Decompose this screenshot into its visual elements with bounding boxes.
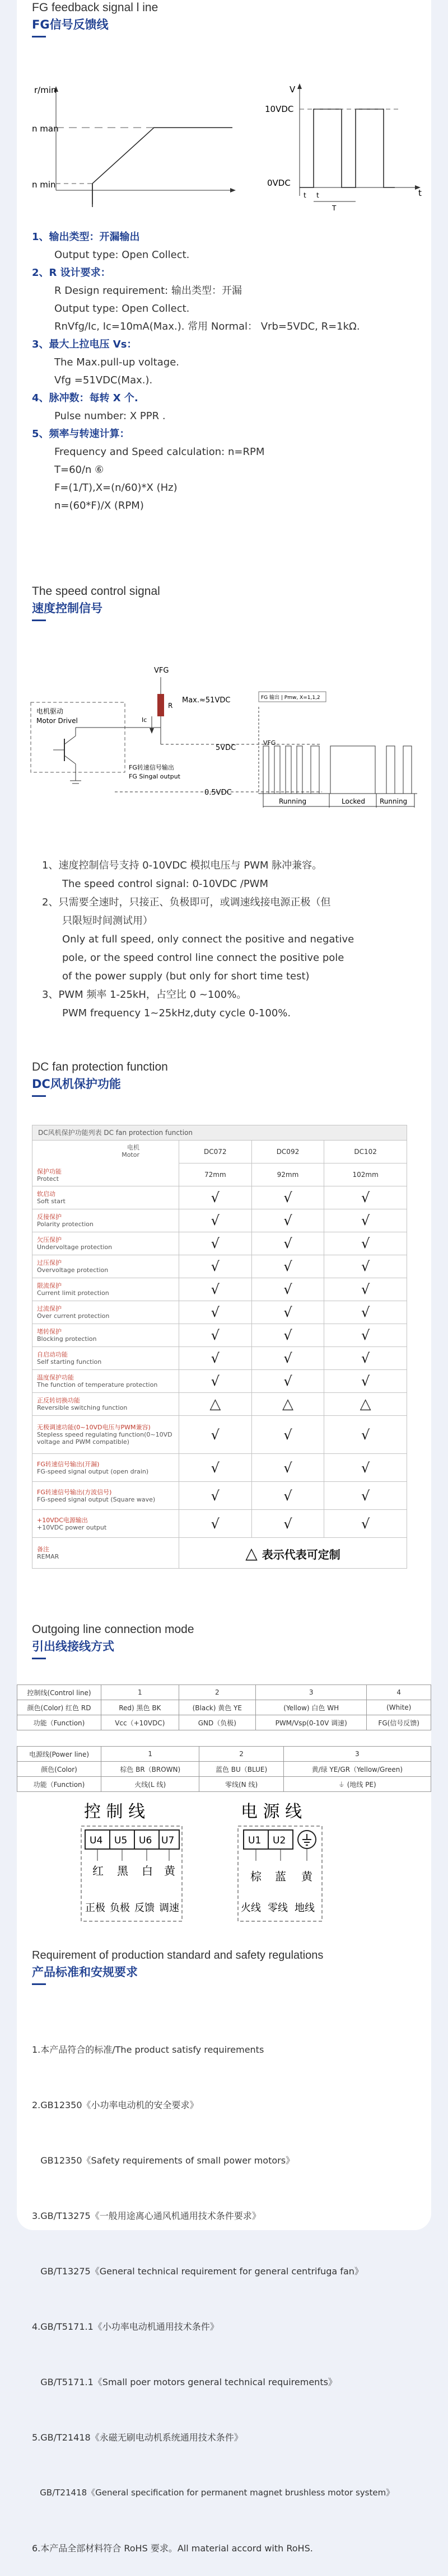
fg-item-line: RnVfg/Ic, Ic=10mA(Max.). 常用 Normal： Vrb=5VDC, R=1kΩ. — [54, 321, 360, 332]
fg-mark-T: T — [332, 204, 337, 212]
fg-output-en: FG Singal output — [129, 773, 180, 780]
model-cell: DC072 — [179, 1141, 252, 1163]
row-zh: 堵转保护 — [37, 1328, 62, 1335]
power-color: 黄 — [301, 1870, 312, 1883]
row-zh: FG转速信号输出(方波信号) — [37, 1488, 112, 1496]
motor-label-en: Motor — [122, 1151, 139, 1158]
check-cell: √ — [251, 1278, 324, 1301]
requirement-line: 4.GB/T5171.1《小功率电动机通用技术条件》 — [32, 2321, 219, 2332]
check-cell: √ — [251, 1324, 324, 1347]
check-cell: √ — [179, 1232, 252, 1255]
check-cell: √ — [324, 1255, 407, 1278]
table-row — [32, 1301, 407, 1324]
fg-item-line: T=60/n ⑥ — [54, 464, 104, 476]
table-cell: 4 — [367, 1685, 431, 1700]
row-en: FG-speed signal output (open drain) — [37, 1467, 149, 1475]
power-pin: U1 — [248, 1835, 262, 1846]
speed-max-label: Max.≈51VDC — [182, 696, 231, 705]
fg-header — [32, 1, 158, 37]
row-en: Undervoltage protection — [37, 1244, 113, 1251]
fg-level-nman: n man — [32, 124, 59, 134]
check-cell: √ — [324, 1454, 407, 1482]
wave-label-locked: Locked — [342, 797, 365, 805]
note-zh: 备注 — [37, 1546, 49, 1553]
row-en: The function of temperature protection — [37, 1381, 158, 1388]
fg-item-head: 3、最大上拉电压 Vs： — [32, 339, 137, 350]
requirement-line: 6.本产品全部材料符合 RoHS 要求。All material accord with RoHS. — [32, 2543, 313, 2554]
table-row — [32, 1209, 407, 1232]
fg-left-yaxis: r/min — [34, 85, 57, 95]
fg-item — [32, 228, 424, 264]
requirement-line: 5.GB/T21418《永磁无刷电动机系统通用技术条件》 — [32, 2432, 243, 2443]
speed-list — [42, 856, 423, 1022]
control-func: 调速 — [159, 1902, 179, 1914]
check-cell: √ — [324, 1347, 407, 1370]
row-zh: 软启动 — [37, 1190, 55, 1198]
check-cell: √ — [251, 1482, 324, 1510]
fg-item-line: F=(1/T),X=(n/60)*X (Hz) — [54, 482, 178, 494]
speed-item-zh: 2、只需要全速时，只接正、负极即可，或调速线接电源正极（但 — [42, 897, 331, 908]
fg-output-zh: FG转速信号输出 — [129, 764, 174, 771]
protection-header — [32, 1061, 168, 1097]
speed-item-en: The speed control signal: 0-10VDC /PWM — [62, 878, 269, 890]
row-zh: 无极调速功能(0~10VD电压与PWM兼容) — [37, 1424, 151, 1431]
motor-drive-en: Motor Drivel — [36, 717, 78, 725]
table-cell: GND（负极) — [179, 1715, 255, 1730]
check-cell: √ — [179, 1209, 252, 1232]
speed-r-label: R — [168, 702, 173, 710]
requirements-title-zh: 产品标准和安规要求 — [32, 1965, 138, 1979]
requirement-line: GB12350《Safety requirements of small power motors》 — [32, 2155, 295, 2166]
power-func: 火线 — [241, 1902, 261, 1914]
power-func: 零线 — [268, 1902, 288, 1914]
check-cell: √ — [179, 1278, 252, 1301]
corner-zh: 保护功能 — [37, 1168, 62, 1175]
table-cell: 电源线(Power line) — [17, 1747, 101, 1762]
protection-table — [32, 1140, 407, 1569]
fg-item — [32, 425, 424, 515]
table-row — [32, 1482, 407, 1510]
fg-item-head: 4、脉冲数：每转 X 个. — [32, 392, 138, 404]
table-row — [32, 1141, 407, 1163]
table-row — [32, 1255, 407, 1278]
speed-item-en: 只限短时间测试用） — [62, 915, 153, 927]
requirement-line: GB/T21418《General specification for permanent magnet brushless motor system》 — [32, 2488, 395, 2498]
connector-diagram — [78, 1799, 370, 1922]
motor-drive-zh: 电机驱动 — [36, 707, 64, 715]
table-cell: 功能（Function) — [17, 1777, 101, 1792]
check-cell: √ — [324, 1232, 407, 1255]
check-cell: √ — [324, 1209, 407, 1232]
table-row — [17, 1747, 431, 1762]
wave-label-running: Running — [380, 797, 408, 805]
table-cell: 2 — [179, 1685, 255, 1700]
model-cell: DC092 — [251, 1141, 324, 1163]
speed-item-zh: 1、速度控制信号支持 0-10VDC 模拟电压与 PWM 脉冲兼容。 — [42, 860, 323, 871]
fg-item-line: Frequency and Speed calculation: n=RPM — [54, 446, 265, 458]
wave-label-running: Running — [279, 797, 307, 805]
fg-mark-t2: t — [316, 191, 319, 199]
table-row — [32, 1454, 407, 1482]
check-cell: √ — [179, 1186, 252, 1209]
fg-item-head: 1、输出类型：开漏输出 — [32, 231, 140, 243]
requirements-title-en: Requirement of production standard and safety regulations — [32, 1949, 324, 1962]
fg-title-zh: FG信号反馈线 — [32, 18, 109, 31]
fg-level-nmin: n min — [32, 180, 56, 190]
table-cell: Vcc（+10VDC) — [101, 1715, 179, 1730]
check-cell: √ — [179, 1370, 252, 1393]
motor-label-zh: 电机 — [127, 1144, 139, 1151]
table-cell: 蓝色 BU（BLUE) — [199, 1762, 283, 1777]
resistor — [157, 694, 164, 716]
title-underline — [32, 1983, 46, 1985]
title-underline — [32, 1095, 46, 1097]
fg-item-line: Pulse number: X PPR . — [54, 410, 166, 422]
table-row — [32, 1232, 407, 1255]
check-cell: √ — [251, 1416, 324, 1454]
control-color: 黑 — [117, 1864, 128, 1878]
triangle-cell: △ — [324, 1393, 407, 1416]
fg-timing-diagrams — [31, 62, 423, 213]
row-en: Current limit protection — [37, 1289, 109, 1297]
check-cell: √ — [251, 1255, 324, 1278]
row-zh: 自启动功能 — [37, 1351, 68, 1358]
title-underline — [32, 620, 46, 621]
speed-waveform — [258, 687, 420, 810]
power-color: 棕 — [250, 1870, 262, 1883]
power-line-table — [17, 1746, 431, 1792]
table-row — [32, 1186, 407, 1209]
control-pin: U4 — [90, 1835, 103, 1846]
control-line-table — [17, 1685, 431, 1730]
corner-en: Protect — [37, 1175, 59, 1183]
fg-mark-t1: t — [304, 191, 306, 199]
check-cell: √ — [324, 1510, 407, 1538]
table-cell: 3 — [283, 1747, 431, 1762]
table-cell: 颜色(Color) 红色 RD — [17, 1700, 101, 1715]
control-pin: U6 — [139, 1835, 152, 1846]
fg-right-xaxis: t — [418, 188, 422, 198]
table-cell: 1 — [101, 1747, 199, 1762]
row-en: Polarity protection — [37, 1221, 94, 1228]
control-func: 正极 — [85, 1902, 105, 1914]
table-row — [17, 1715, 431, 1730]
speed-title-zh: 速度控制信号 — [32, 602, 102, 615]
control-pin: U7 — [161, 1835, 175, 1846]
check-cell: √ — [251, 1232, 324, 1255]
check-cell: √ — [251, 1454, 324, 1482]
check-cell: √ — [324, 1186, 407, 1209]
row-zh: 温度保护功能 — [37, 1374, 74, 1381]
row-en: Blocking protection — [37, 1335, 97, 1343]
speed-5v-label: 5VDC — [216, 744, 236, 752]
table-cell: 零线(N 线) — [199, 1777, 283, 1792]
check-cell: √ — [179, 1416, 252, 1454]
fg-level-0v: 0VDC — [267, 178, 291, 188]
row-zh: 正反转切换功能 — [37, 1397, 80, 1404]
check-cell: √ — [251, 1370, 324, 1393]
table-cell: 控制线(Control line) — [17, 1685, 101, 1700]
speed-header — [32, 585, 160, 621]
model-cell: DC102 — [324, 1141, 407, 1163]
fg-item-line: n=(60*F)/X (RPM) — [54, 500, 144, 512]
power-func: 地线 — [295, 1902, 315, 1914]
outgoing-title-zh: 引出线接线方式 — [32, 1640, 114, 1653]
requirement-line: 3.GB/T13275《一般用途离心通风机通用技术条件要求》 — [32, 2211, 261, 2221]
wave-vfg: VFG — [263, 739, 276, 747]
table-row — [32, 1538, 407, 1569]
size-cell: 72mm — [179, 1163, 252, 1186]
requirement-line: 2.GB12350《小功率电动机的安全要求》 — [32, 2100, 199, 2110]
fg-item — [32, 390, 424, 425]
protection-title-en: DC fan protection function — [32, 1061, 168, 1073]
table-cell: (Yellow) 白色 WH — [255, 1700, 366, 1715]
triangle-icon: △ — [245, 1543, 258, 1563]
row-en: Reversible switching function — [37, 1404, 128, 1411]
fg-title-en: FG feedback signal l ine — [32, 1, 158, 14]
fg-item — [32, 336, 424, 390]
size-cell: 102mm — [324, 1163, 407, 1186]
check-cell: √ — [179, 1347, 252, 1370]
title-underline — [32, 1658, 46, 1659]
table-cell: 功能（Function) — [17, 1715, 101, 1730]
table-row — [17, 1777, 431, 1792]
table-row — [32, 1393, 407, 1416]
row-en: Overvoltage protection — [37, 1266, 109, 1274]
outgoing-title-en: Outgoing line connection mode — [32, 1623, 194, 1636]
row-en: Self starting function — [37, 1358, 102, 1366]
row-en: +10VDC power output — [37, 1523, 107, 1531]
triangle-cell: △ — [251, 1393, 324, 1416]
check-cell: √ — [179, 1454, 252, 1482]
speed-ic-label: Ic — [142, 716, 147, 724]
note-en: REMAR — [37, 1553, 59, 1560]
row-zh: 欠压保护 — [37, 1236, 62, 1244]
check-cell: √ — [179, 1324, 252, 1347]
check-cell: √ — [324, 1301, 407, 1324]
check-cell: √ — [324, 1416, 407, 1454]
fg-item-line: Output type: Open Collect. — [54, 249, 190, 261]
note-text: 表示代表可定制 — [262, 1547, 340, 1561]
speed-item-en: of the power supply (but only for short time test) — [62, 970, 310, 982]
table-row — [32, 1510, 407, 1538]
check-cell: √ — [251, 1186, 324, 1209]
table-cell: 2 — [199, 1747, 283, 1762]
control-func: 反馈 — [134, 1902, 155, 1914]
power-pin: U2 — [273, 1835, 286, 1846]
table-row — [32, 1416, 407, 1454]
table-cell: 棕色 BR（BROWN) — [101, 1762, 199, 1777]
check-cell: √ — [179, 1482, 252, 1510]
speed-item-en: Only at full speed, only connect the positive and negative — [62, 933, 354, 945]
control-title: 控 制 线 — [84, 1802, 146, 1822]
fg-level-10v: 10VDC — [265, 104, 294, 114]
control-pin: U5 — [114, 1835, 128, 1846]
table-row — [17, 1685, 431, 1700]
table-cell: 3 — [255, 1685, 366, 1700]
control-func: 负极 — [110, 1902, 130, 1914]
speed-item-en: pole, or the speed control line connect the positive pole — [62, 952, 344, 964]
control-color: 黄 — [164, 1864, 175, 1878]
fg-spec-list — [32, 228, 424, 515]
fg-item-line: R Design requirement: 输出类型：开漏 — [54, 285, 242, 297]
corner-cell — [32, 1141, 179, 1186]
table-cell: 火线(L 线) — [101, 1777, 199, 1792]
check-cell: √ — [324, 1324, 407, 1347]
row-en: Soft start — [37, 1198, 66, 1205]
power-title: 电 源 线 — [241, 1802, 302, 1822]
check-cell: √ — [251, 1301, 324, 1324]
check-cell: √ — [324, 1482, 407, 1510]
requirements-list — [32, 2003, 424, 2576]
check-cell: √ — [251, 1209, 324, 1232]
table-cell: PWM/Vsp(0-10V 调速) — [255, 1715, 366, 1730]
requirement-line: 1.本产品符合的标准/The product satisfy requirements — [32, 2044, 264, 2055]
table-cell: Red) 黑色 BK — [101, 1700, 179, 1715]
outgoing-header — [32, 1623, 194, 1659]
table-cell: (White) — [367, 1700, 431, 1715]
protection-title-zh: DC风机保护功能 — [32, 1077, 121, 1091]
row-zh: 过流保护 — [37, 1305, 62, 1312]
requirement-line: GB/T13275《General technical requirement for general centrifuga fan》 — [32, 2266, 363, 2277]
fg-item-head: 5、频率与转速计算： — [32, 428, 130, 440]
check-cell: √ — [179, 1301, 252, 1324]
fg-item-line: Output type: Open Collect. — [54, 303, 190, 315]
fg-right-yaxis: V — [290, 85, 296, 95]
row-en: FG-speed signal output (Square wave) — [37, 1495, 156, 1503]
table-row — [32, 1324, 407, 1347]
table-row — [32, 1370, 407, 1393]
requirements-header — [32, 1949, 323, 1985]
check-cell: √ — [179, 1255, 252, 1278]
size-cell: 92mm — [251, 1163, 324, 1186]
table-cell: ⏚ (地线 PE) — [283, 1777, 431, 1792]
table-cell: 黄/绿 YE/GR（Yellow/Green) — [283, 1762, 431, 1777]
table-cell: FG(信号反馈) — [367, 1715, 431, 1730]
speed-item-zh: 3、PWM 频率 1-25kH，占空比 0 ~100%。 — [42, 989, 247, 1001]
row-zh: 过压保护 — [37, 1259, 62, 1266]
row-zh: 限流保护 — [37, 1282, 62, 1289]
triangle-cell: △ — [179, 1393, 252, 1416]
fg-item-line: The Max.pull-up voltage. — [54, 356, 179, 368]
check-cell: √ — [179, 1510, 252, 1538]
table-cell: (Black) 黄色 YE — [179, 1700, 255, 1715]
row-zh: FG转速信号输出(开漏) — [37, 1460, 100, 1468]
check-cell: √ — [251, 1510, 324, 1538]
row-en: Stepless speed regulating function(0~10VD voltage and PWM compatible) — [37, 1431, 172, 1446]
row-zh: 反接保护 — [37, 1213, 62, 1221]
speed-05v-label: 0.5VDC — [204, 789, 232, 797]
table-cell: 1 — [101, 1685, 179, 1700]
speed-item-en: PWM frequency 1~25kHz,duty cycle 0-100%. — [62, 1007, 291, 1019]
table-row — [17, 1762, 431, 1777]
wave-header: FG 输出 | Pmw, X=1,1,2 — [261, 695, 320, 701]
title-underline — [32, 36, 46, 37]
note-cell — [179, 1538, 407, 1569]
speed-title-en: The speed control signal — [32, 585, 160, 598]
fg-item — [32, 264, 424, 336]
row-zh: +10VDC电源输出 — [37, 1516, 88, 1524]
table-cell: 颜色(Color) — [17, 1762, 101, 1777]
table-row — [17, 1700, 431, 1715]
protection-table-title: DC风机保护功能列表 DC fan protection function — [32, 1125, 407, 1141]
fg-item-line: Vfg =51VDC(Max.). — [54, 374, 153, 386]
page — [17, 0, 431, 2554]
power-color: 蓝 — [275, 1870, 286, 1883]
check-cell: √ — [251, 1347, 324, 1370]
requirement-line: GB/T5171.1《Small poer motors general technical requirements》 — [32, 2377, 337, 2387]
fg-item-head: 2、R 设计要求： — [32, 267, 111, 279]
table-row — [32, 1278, 407, 1301]
check-cell: √ — [324, 1370, 407, 1393]
speed-vfg-label: VFG — [154, 667, 169, 675]
control-color: 红 — [92, 1864, 104, 1878]
row-en: Over current protection — [37, 1312, 110, 1320]
check-cell: √ — [324, 1278, 407, 1301]
control-color: 白 — [142, 1864, 153, 1878]
table-row — [32, 1347, 407, 1370]
